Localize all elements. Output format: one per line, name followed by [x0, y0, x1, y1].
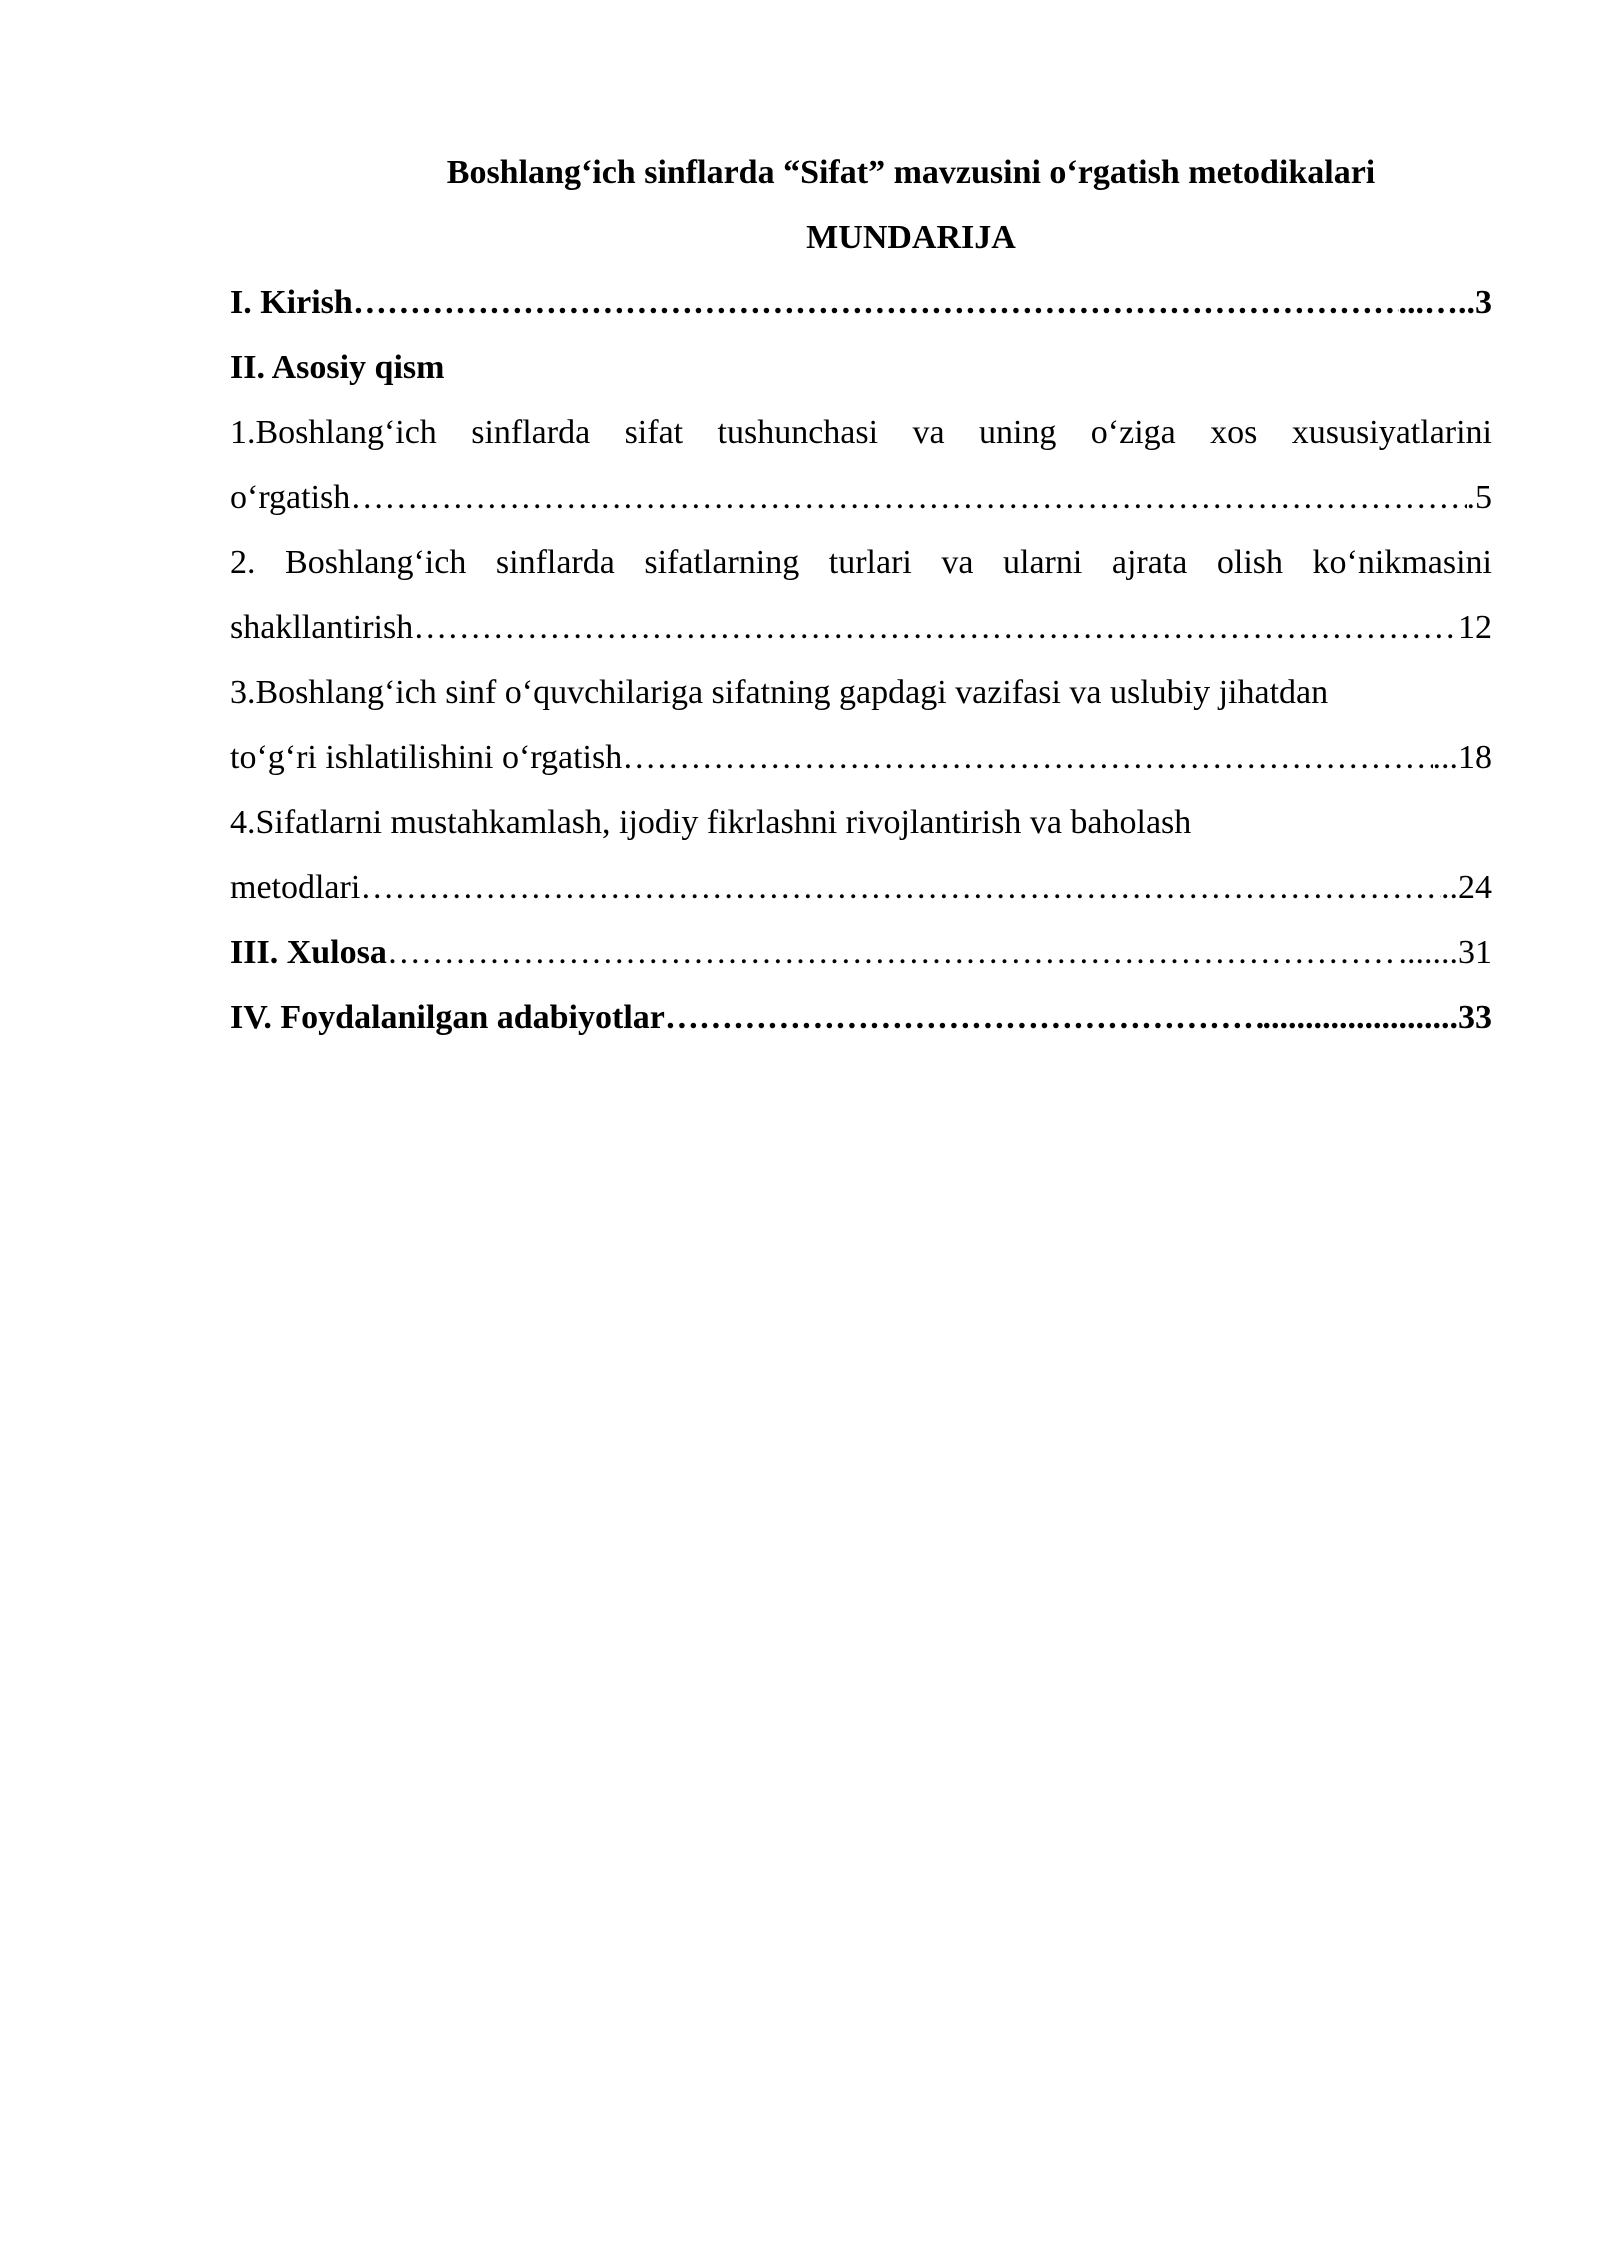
toc-entry-label: shakllantirish	[230, 609, 414, 646]
toc-entry-page: .5	[1466, 479, 1492, 516]
toc-heading: MUNDARIJA	[806, 219, 1016, 256]
toc-entry-4-line1: 4.Sifatlarni mustahkamlash, ijodiy fikrlashni rivojlantirish va baholash	[230, 804, 1192, 841]
toc-entry-page: .......................33	[1262, 999, 1492, 1036]
dot-leader	[387, 920, 1399, 985]
toc-entry-label: to‘g‘ri ishlatilishini o‘rgatish	[230, 739, 623, 776]
toc-entry-label: IV. Foydalanilgan adabiyotlar	[230, 999, 665, 1036]
dot-leader	[665, 985, 1263, 1050]
dot-leader	[350, 465, 1466, 530]
document-title: Boshlang‘ich sinflarda “Sifat” mavzusini o‘rgatish metodikalari	[446, 154, 1376, 191]
toc-entry-label: metodlari	[230, 869, 361, 906]
toc-entry-label: III. Xulosa	[230, 934, 387, 971]
toc-entry-4	[230, 855, 1492, 920]
toc-entry-page: .......31	[1398, 934, 1492, 971]
dot-leader	[413, 595, 1458, 660]
toc-entry-conclusion	[230, 920, 1492, 985]
table-of-contents	[230, 140, 1492, 1050]
toc-entry-page: ...18	[1432, 739, 1492, 776]
toc-entry-1	[230, 465, 1492, 530]
toc-entry-2-line1: 2. Boshlang‘ich sinflarda sifatlarning turlari va ularni ajrata olish ko‘nikmasini	[230, 544, 1492, 581]
toc-entry-label: I. Kirish	[230, 284, 353, 321]
toc-section-main: II. Asosiy qism	[230, 349, 445, 386]
toc-entry-page: ..24	[1441, 869, 1492, 906]
toc-entry-references	[230, 985, 1492, 1050]
toc-entry-label: o‘rgatish	[230, 479, 351, 516]
toc-entry-2	[230, 595, 1492, 660]
dot-leader	[360, 855, 1441, 920]
dot-leader	[353, 270, 1399, 335]
dot-leader	[622, 725, 1432, 790]
toc-entry-3-line1: 3.Boshlang‘ich sinf o‘quvchilariga sifatning gapdagi vazifasi va uslubiy jihatdan	[230, 674, 1329, 711]
toc-entry-page: 12	[1458, 609, 1492, 646]
toc-entry-intro	[230, 270, 1492, 335]
toc-entry-3	[230, 725, 1492, 790]
toc-entry-page: ...…..3	[1398, 284, 1492, 321]
toc-entry-1-line1: 1.Boshlang‘ich sinflarda sifat tushunchasi va uning o‘ziga xos xususiyatlarini	[230, 414, 1492, 451]
